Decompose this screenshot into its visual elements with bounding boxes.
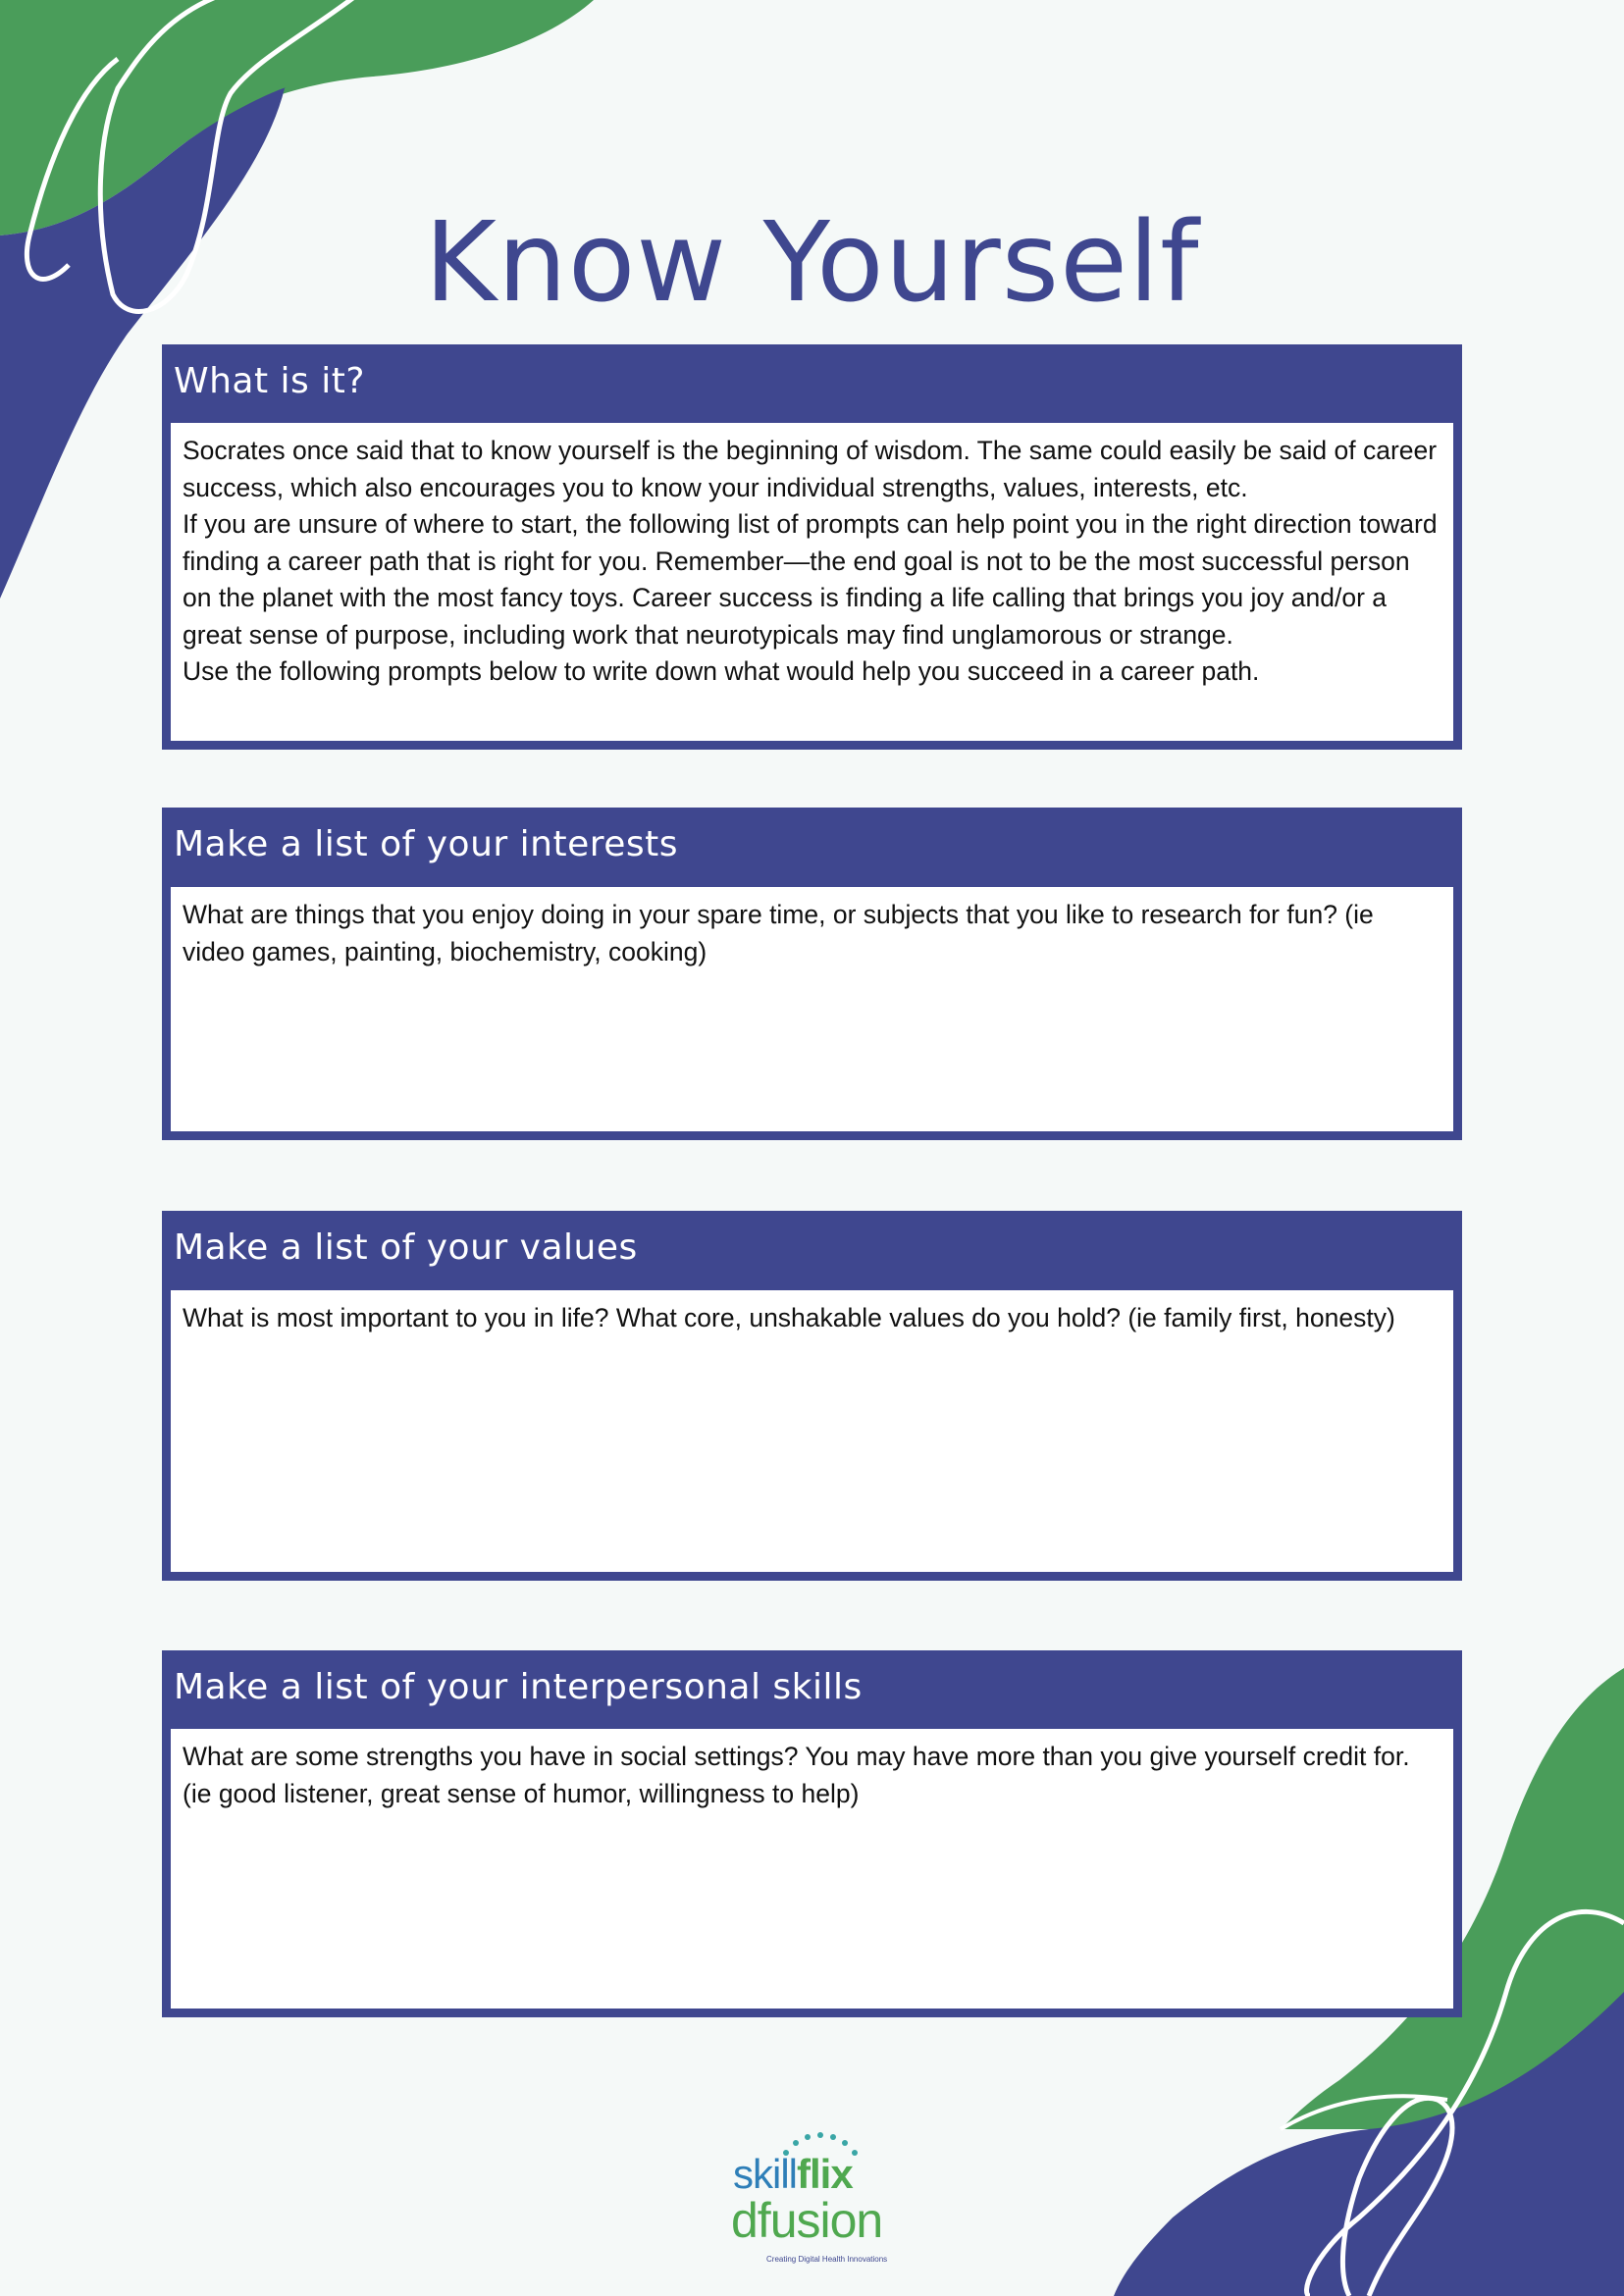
- body-paragraph: Use the following prompts below to write down what would help you succeed in a career path.: [183, 656, 1260, 686]
- body-paragraph: If you are unsure of where to start, the following list of prompts can help point you in the right direction toward finding a career path that is right for you. Remember—the end goal is not to be the most successful person on the planet with the most fancy toys. Career success is finding a life calling that brings you joy and/or a great sense of purpose, including work that neurotypicals may find unglamorous or strange.: [183, 509, 1438, 650]
- values-write-area[interactable]: [171, 1290, 1453, 1572]
- section-heading: Make a list of your interpersonal skills: [174, 1667, 863, 1707]
- section-heading: Make a list of your interests: [174, 824, 678, 864]
- prompt-text: What are things that you enjoy doing in your spare time, or subjects that you like to research for fun? (ie video games, painting, biochemistry, cooking): [183, 900, 1374, 966]
- section-body: [171, 423, 1453, 741]
- section-interpersonal-skills: [162, 1650, 1462, 2017]
- interests-write-area[interactable]: [171, 887, 1453, 1131]
- prompt-text: What are some strengths you have in social settings? You may have more than you give yourself credit for. (ie good listener, great sense of humor, willingness to help): [183, 1742, 1410, 1808]
- section-values: [162, 1211, 1462, 1581]
- body-paragraph: Socrates once said that to know yourself is the beginning of wisdom. The same could easily be said of career success, which also encourages you to know your individual strengths, values, interests, etc.: [183, 436, 1438, 502]
- skillflix-dfusion-logo: [731, 2129, 898, 2271]
- section-what-is-it: [162, 344, 1462, 750]
- logo-tagline: Creating Digital Health Innovations: [766, 2255, 888, 2264]
- section-interests: [162, 808, 1462, 1140]
- logo-wordmark-top: skillflix: [733, 2151, 853, 2197]
- logo-wordmark-bottom: dfusion: [731, 2193, 883, 2248]
- page-title: Know Yourself: [424, 199, 1200, 328]
- section-heading: What is it?: [174, 361, 365, 401]
- prompt-text: What is most important to you in life? What core, unshakable values do you hold? (ie family first, honesty): [183, 1303, 1395, 1332]
- skills-write-area[interactable]: [171, 1729, 1453, 2009]
- section-heading: Make a list of your values: [174, 1227, 638, 1268]
